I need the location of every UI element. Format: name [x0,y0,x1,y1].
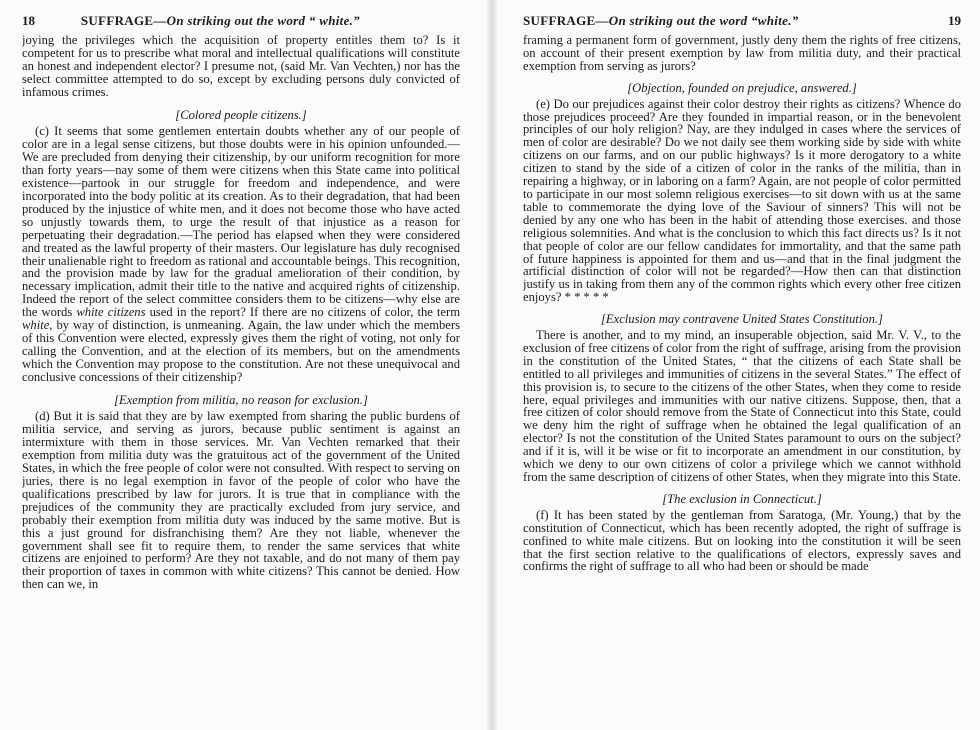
book-gutter [487,0,497,730]
right-running-head [523,14,961,28]
heading-colored-citizens: [Colored people citizens.] [175,107,307,122]
right-page-number: 19 [948,14,961,28]
paragraph-d: (d) But it is said that they are by law exempted from sharing the public burdens of militia service, and serving as jurors, because public sentiment is against an intermixture with them in those services. Mr. Van Vechten remarked that their exemption from militia duty was the gratuitous act of the government of the United States, in which the free people of color were not consulted. With respect to serving on juries, there is no legal exemption in favor of the people of color who have the qualifications prescribed by law for jurors. It is true that in compliance with the prejudices of the community they are practically excluded from jury service, and probably their exemption from militia duty was induced by the same motive. But is this a just ground for disfranchising them? Are they not liable, whenever the government shall see fit to require them, to render the same services that white citizens are enjoined to perform? Are they not taxable, and do not many of them pay their proportion of taxes in common with white citizens? This cannot be denied. How then can we, in [22,409,460,592]
right-running-title-italic: On striking out the word “white.” [608,14,799,28]
paragraph-intro-left: joying the privileges which the acquisition of property entitles them to? Is it competent for us to prescribe what moral and intellectual qualifications will constitute an honest and independent elector? I presume not, (said Mr. Van Vechten,) nor has the select committee attempted to do so, except by excluding persons duly convicted of infamous crimes. [22,33,460,99]
left-running-title-prefix: SUFFRAGE— [80,14,167,28]
paragraph-e [523,98,961,305]
paragraph-constitution: There is another, and to my mind, an insuperable objection, said Mr. V. V., to the exclusion of free citizens of color from the right of suffrage, arising from the provision in the constitution of the United States, “ that the citizens of each State shall be entitled to all privileges and immunities of citizens in the several States.” The effect of this provision is, to secure to the citizens of the other States, when they come to reside here, equal privileges and immunities with our native citizens. Suppose, then, that a free citizen of color should remove from the State of Connecticut into this State, could we deny him the right of suffrage when he obtained the legal qualification of an elector? Is not the constitution of the United States paramount to ours on the subject? and if it is, will it be wise or fit to incorporate an amendment in our constitution, by which we deny to our own citizens of color a privilege which we cannot withhold from the same description of citizens of other States, when they migrate into this State. [523,328,961,484]
paragraph-c-italic-white-citizens: white citizens [76,305,146,320]
right-page [523,14,961,722]
left-running-title-italic: On striking out the word “ white.” [166,14,360,28]
heading-connecticut: [The exclusion in Connecticut.] [662,491,822,506]
paragraph-e-text: (e) Do our prejudices against their color destroy their rights as citizens? Whence do those prejudices proceed? Are they founded in impartial reason, or in the benevolent principles of our holy religion? Nay, are they indulged in cases where the services of men of color are desirable? Do we not daily see them working side by side with white citizens on our farms, and on our public highways? Is it more derogatory to a white citizen to stand by the side of a citizen of color in the ranks of the militia, than in repairing a highway, or in laboring on a farm? Again, are not people of color permitted to participate in our most solemn religious exercises—to sit down with us at the same table to commemorate the dying love of the Saviour of sinners? This will not be denied by any one who has been in the habit of attending those exercises. and those religious solemnities. And what is the conclusion to which this fact directs us? Is it not that people of color are our fellow candidates for immortality, and that the same path of future happiness is appointed for them and us—and that in the final judgment the artificial distinction of color will not be regarded?—How then can that distinction justify us in taking from them any of the common rights which every other free citizen enjoys? [523,96,961,305]
heading-us-constitution: [Exclusion may contravene United States Constitution.] [601,312,883,327]
left-running-title [81,14,360,28]
paragraph-c-part2: used in the report? If there are no citizens of color, the term [149,305,460,320]
heading-prejudice-objection: [Objection, founded on prejudice, answered.] [627,80,857,95]
left-running-head [22,14,460,28]
paragraph-c-italic-white: white, [22,318,53,333]
paragraph-f: (f) It has been stated by the gentleman from Saratoga, (Mr. Young,) that by the constitution of Connecticut, which has been recently adopted, the right of suffrage is confined to white male citizens. But on looking into the constitution it will be seen that the first section relative to the qualifications of electors, expressly saves and confirms the right of suffrage to all who had been or should be made [523,507,961,574]
left-page [22,14,460,722]
right-running-title [523,14,799,28]
paragraph-c-part1: (c) It seems that some gentlemen entertain doubts whether any of our people of color are in a legal sense citizens, but those doubts were in his opinion unfounded.—We are precluded from denying their citizenship, by our uniform recognition for more than forty years—nay some of them were citizens when this State came into political existence—partook in our struggle for freedom and independence, and were incorporated into the body politic at its creation. As to their degradation, that had been produced by the injustice of white men, and it does not become those who have acted so unjustly towards them, to urge the result of that injustice as a reason for perpetuating their degradation.—The period has elapsed when they were considered and treated as the lawful property of their masters. Our legislature has duly recognised their unalienable right to freedom as rational and accountable beings. This recognition, and the provision made by law for the gradual amelioration of their condition, by necessary implication, admit their title to the native and acquired rights of citizenship. Indeed the report of the select committee considers them to be citizens—why else are the words [22,124,460,320]
paragraph-c [22,125,460,383]
paragraph-intro-right: framing a permanent form of government, justly deny them the rights of free citizens, on account of their present exemption by law from militia duty, and their practical exemption from serving as jurors? [523,33,961,73]
right-running-title-prefix: SUFFRAGE— [523,14,609,28]
heading-militia-exemption: [Exemption from militia, no reason for exclusion.] [114,392,368,407]
left-page-number: 18 [22,14,35,28]
asterisks-divider: * * * * * [564,290,609,305]
paragraph-c-part3: by way of distinction, is unmeaning. Again, the law under which the members of this Convention were elected, expressly gives them the right of voting, not only for calling the Convention, and at the election of its members, but on the amendments which the Convention may propose to the constitution. Are not these unequivocal and conclusive concessions of their citizenship? [22,318,460,384]
